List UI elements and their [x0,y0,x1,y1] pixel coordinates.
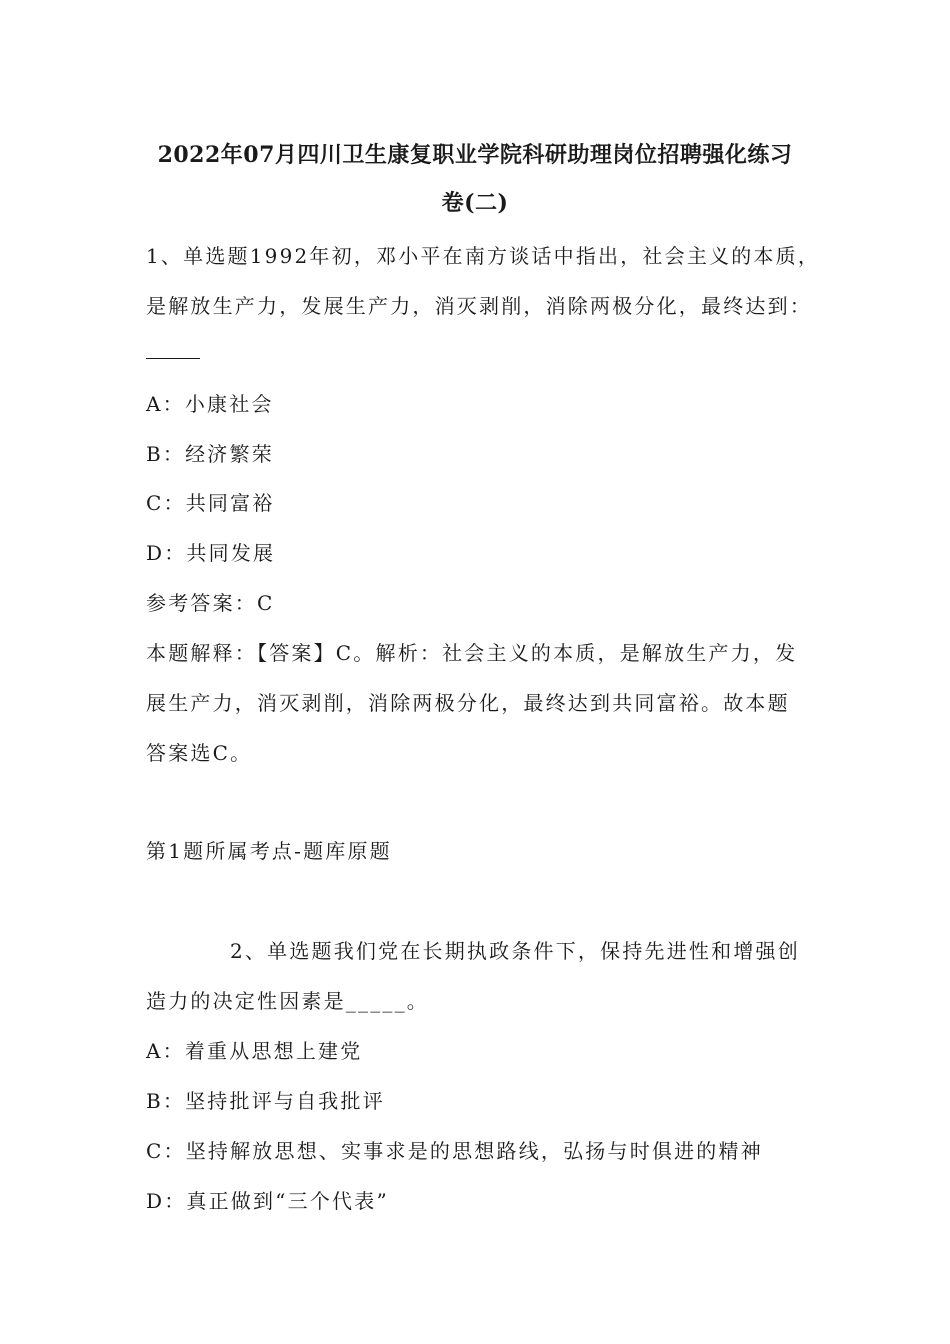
q1-option-a: A：小康社会 [146,392,274,416]
q1-option-b: B：经济繁荣 [146,442,274,466]
q1-explanation-line-3: 答案选C。 [146,741,253,765]
q1-explanation-line-1: 本题解释：【答案】C。解析：社会主义的本质，是解放生产力，发 [146,641,798,665]
q1-answer-blank [146,358,200,359]
q1-option-d: D：共同发展 [146,541,276,565]
q2-option-a: A：着重从思想上建党 [146,1039,363,1063]
q1-explanation-line-2: 展生产力，消灭剥削，消除两极分化，最终达到共同富裕。故本题 [146,691,790,715]
q1-option-c: C：共同富裕 [146,491,275,515]
q2-stem-line-2: 造力的决定性因素是_____。 [146,989,429,1013]
q2-option-d: D：真正做到“三个代表” [146,1189,389,1213]
q1-topic-note: 第1题所属考点-题库原题 [146,839,392,863]
document-title-line-2: 卷(二) [441,190,509,216]
q2-option-c: C：坚持解放思想、实事求是的思想路线，弘扬与时俱进的精神 [146,1139,763,1163]
document-title-line-1: 2022年07月四川卫生康复职业学院科研助理岗位招聘强化练习 [157,142,793,168]
q1-stem-line-2: 是解放生产力，发展生产力，消灭剥削，消除两极分化，最终达到： [146,294,812,318]
q2-option-b: B：坚持批评与自我批评 [146,1089,385,1113]
q1-stem-line-1: 1、单选题1992年初，邓小平在南方谈话中指出，社会主义的本质， [146,244,821,268]
q1-reference-answer: 参考答案：C [146,591,275,615]
q2-stem-line-1: 2、单选题我们党在长期执政条件下，保持先进性和增强创 [230,939,800,963]
